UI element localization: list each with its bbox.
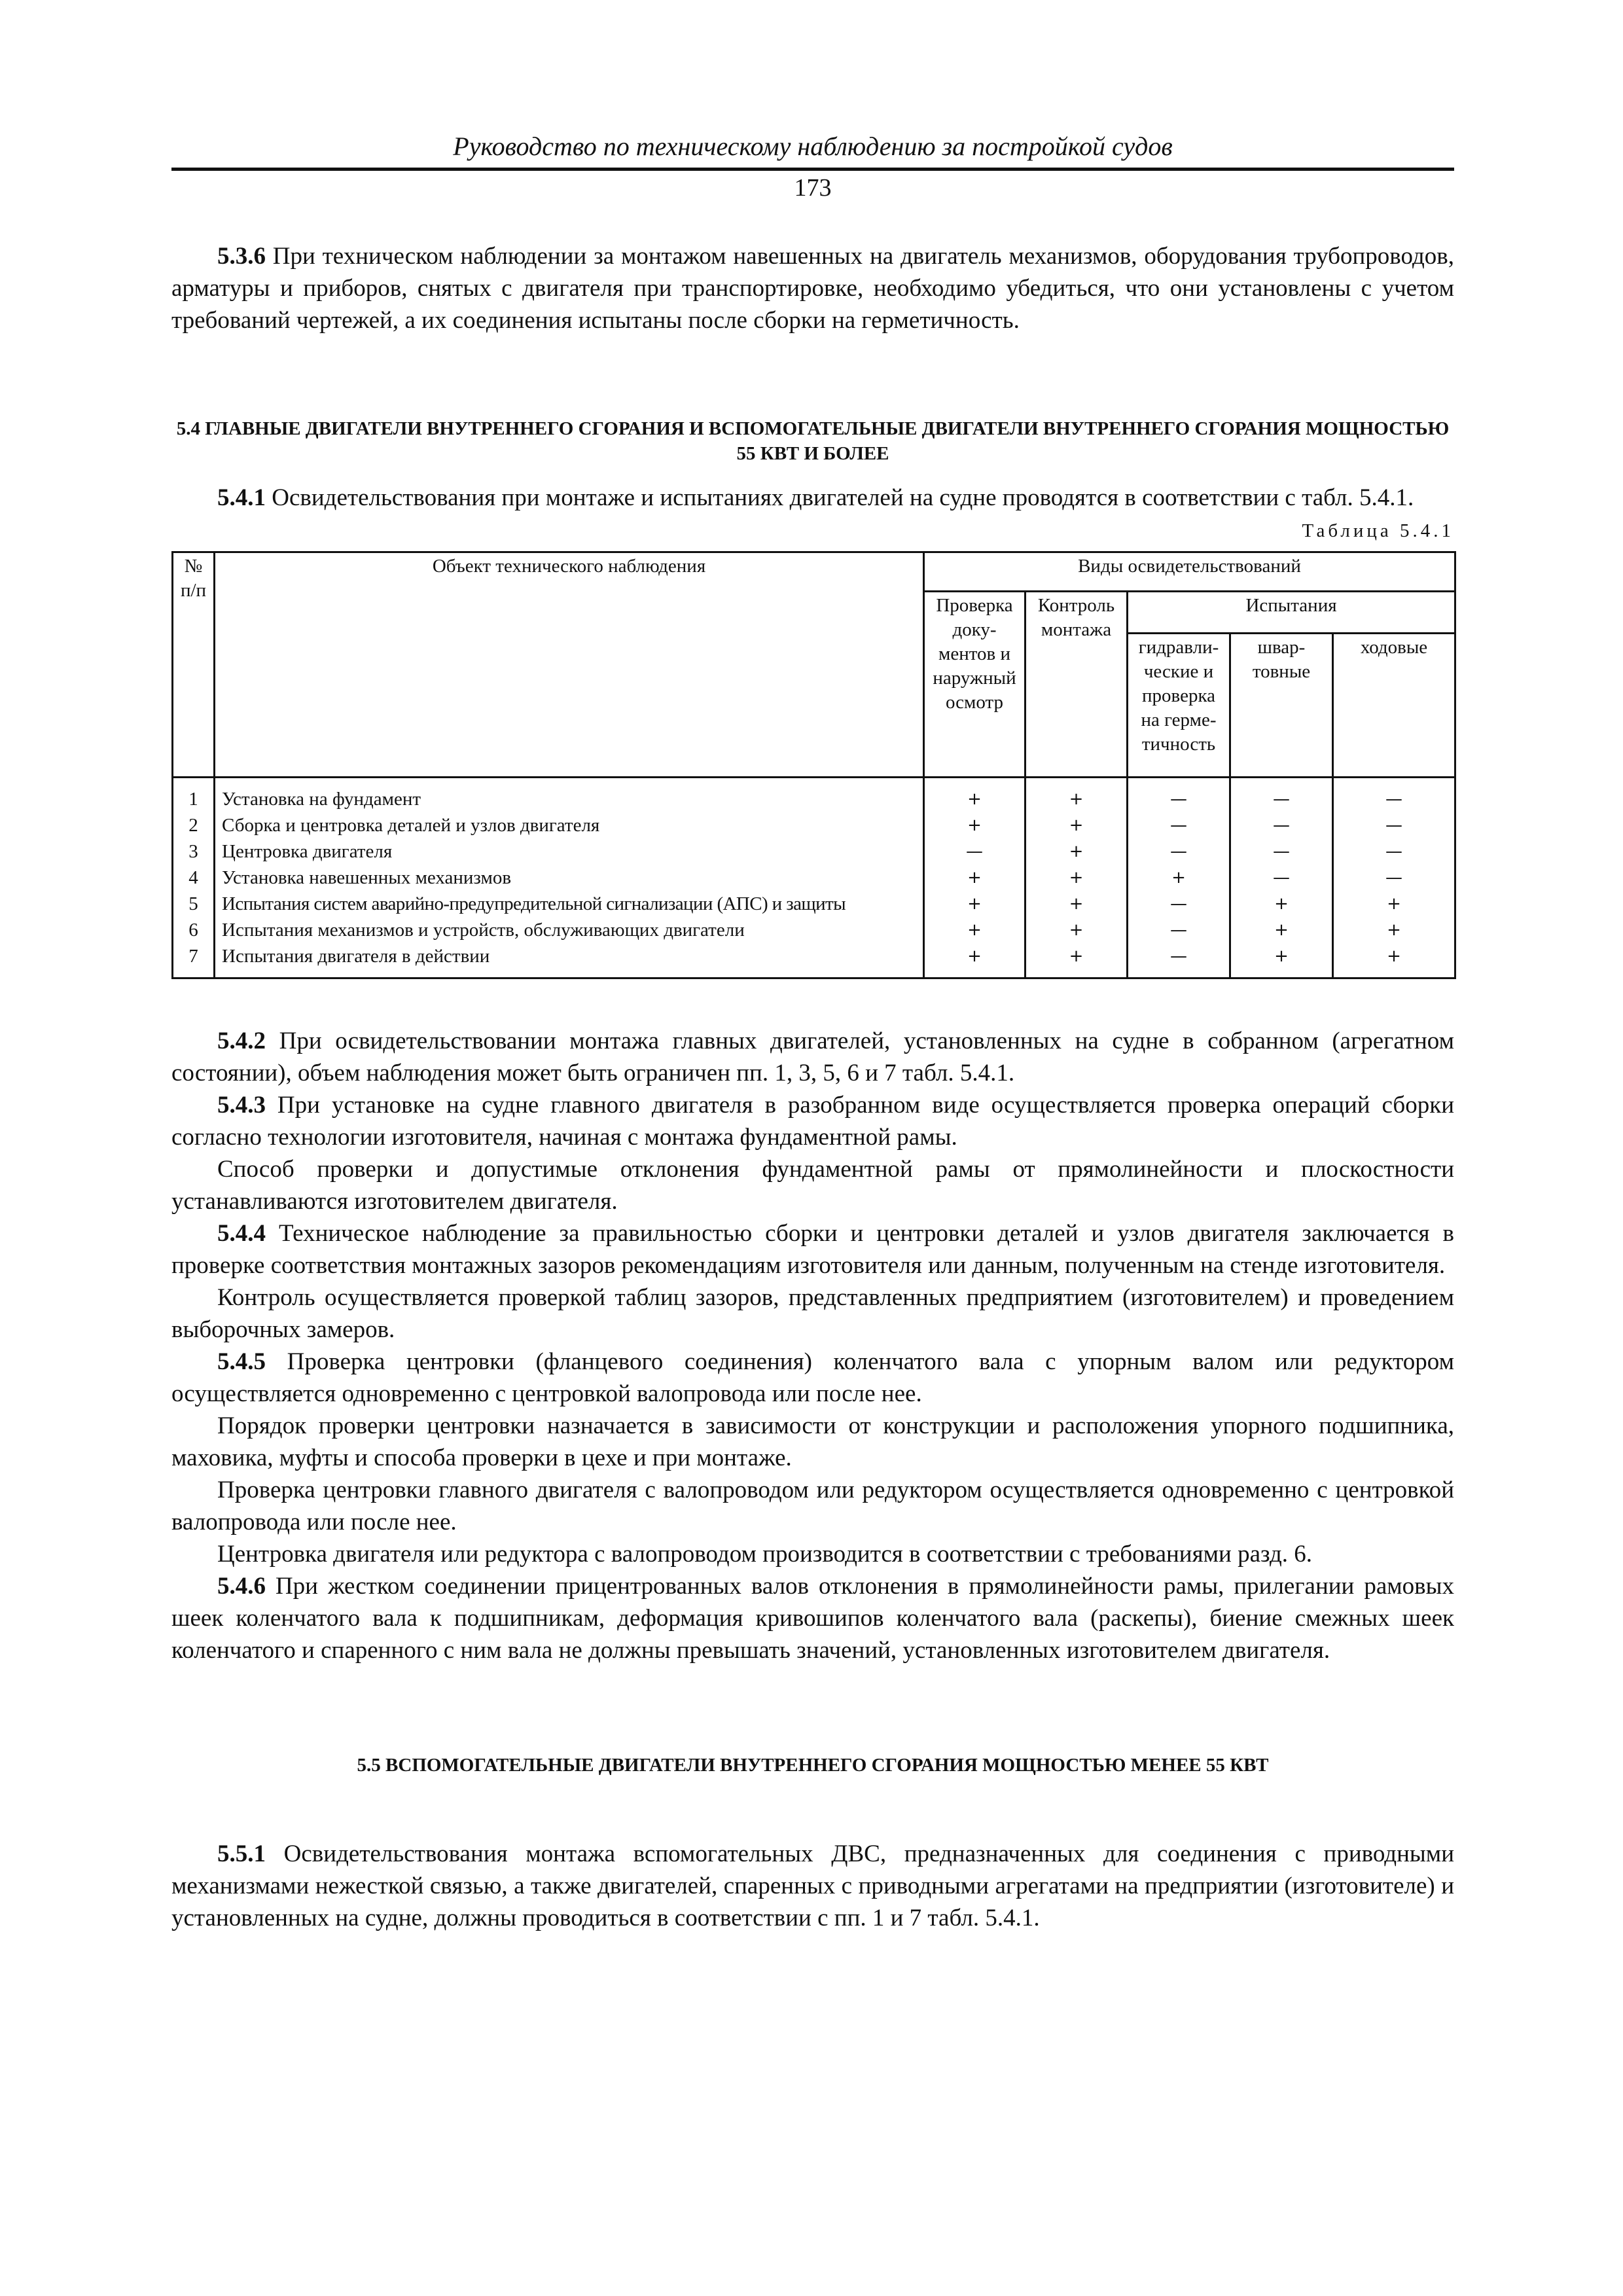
paragraph-text: При техническом наблюдении за монтажом навешенных на двигатель механизмов, оборудования трубопроводов, арматуры и приборов, снятых с двигателя при транспортировке, необходимо убедиться, что они установлены с учетом требований чертежей, а их соединения испытаны после сборки на герметичность. bbox=[171, 243, 1454, 334]
cell-document-check: + bbox=[924, 812, 1026, 838]
table-row bbox=[173, 943, 1455, 978]
col-header-sea-trials: ходовые bbox=[1333, 634, 1455, 778]
row-object: Испытания механизмов и устройств, обслуживающих двигатели bbox=[215, 917, 924, 943]
paragraph-5-4-5 bbox=[171, 1346, 1454, 1410]
cell-installation-control: + bbox=[1026, 812, 1128, 838]
paragraph-text: Техническое наблюдение за правильностью сборки и центровки деталей и узлов двигателя заключается в проверке соответствия монтажных зазоров рекомендациям изготовителя или данным, полученным на стенде изготовителя. bbox=[171, 1220, 1454, 1279]
table-row bbox=[173, 778, 1455, 813]
cell-hydraulic: — bbox=[1128, 838, 1230, 865]
paragraph-5-4-5-gearbox: Центровка двигателя или редуктора с валопроводом производится в соответствии с требованиями разд. 6. bbox=[217, 1541, 1313, 1568]
cell-hydraulic: — bbox=[1128, 891, 1230, 917]
clause-number: 5.4.6 bbox=[217, 1573, 266, 1600]
col-header-survey-types: Виды освидетельствований bbox=[924, 552, 1455, 592]
cell-mooring: — bbox=[1230, 778, 1333, 813]
col-header-mooring: швар-товные bbox=[1230, 634, 1333, 778]
cell-document-check: — bbox=[924, 838, 1026, 865]
row-number: 6 bbox=[173, 917, 215, 943]
paragraph-text: При освидетельствовании монтажа главных двигателей, установленных на судне в собранном (агрегатном состоянии), объем наблюдения может быть ограничен пп. 1, 3, 5, 6 и 7 табл. 5.4.1. bbox=[171, 1028, 1454, 1086]
section-title-5-5: 5.5 ВСПОМОГАТЕЛЬНЫЕ ДВИГАТЕЛИ ВНУТРЕННЕГО СГОРАНИЯ МОЩНОСТЬЮ МЕНЕЕ 55 КВТ bbox=[357, 1755, 1269, 1776]
survey-table bbox=[171, 551, 1456, 979]
cell-installation-control: + bbox=[1026, 917, 1128, 943]
clause-number: 5.4.3 bbox=[217, 1092, 266, 1119]
clause-number: 5.4.5 bbox=[217, 1348, 266, 1375]
cell-mooring: + bbox=[1230, 943, 1333, 978]
paragraph-5-4-4 bbox=[171, 1217, 1454, 1282]
paragraph-text: Освидетельствования монтажа вспомогательных ДВС, предназначенных для соединения с приводными механизмами нежесткой связью, а также двигателей, спаренных с приводными агрегатами на предприятии (изготовителе) и установленных на судне, должны проводиться в соответствии с пп. 1 и 7 табл. 5.4.1. bbox=[171, 1840, 1454, 1931]
cell-mooring: + bbox=[1230, 917, 1333, 943]
cell-hydraulic: — bbox=[1128, 812, 1230, 838]
table-row bbox=[173, 838, 1455, 865]
paragraph-5-4-5-main-engine: Проверка центровки главного двигателя с валопроводом или редуктором осуществляется одновременно с центровкой валопровода или после нее. bbox=[171, 1477, 1454, 1535]
clause-number: 5.4.2 bbox=[217, 1028, 266, 1054]
clause-number: 5.4.1 bbox=[217, 484, 266, 511]
cell-document-check: + bbox=[924, 917, 1026, 943]
cell-installation-control: + bbox=[1026, 838, 1128, 865]
section-title-5-4: 5.4 ГЛАВНЫЕ ДВИГАТЕЛИ ВНУТРЕННЕГО СГОРАНИЯ И ВСПОМОГАТЕЛЬНЫЕ ДВИГАТЕЛИ ВНУТРЕННЕГО СГОРАНИЯ МОЩНОСТЬЮ 55 КВТ И БОЛЕЕ bbox=[176, 418, 1450, 464]
paragraph-5-4-4-continued: Контроль осуществляется проверкой таблиц зазоров, представленных предприятием (изготовителем) и проведением выборочных замеров. bbox=[171, 1284, 1454, 1343]
cell-document-check: + bbox=[924, 891, 1026, 917]
cell-hydraulic: — bbox=[1128, 943, 1230, 978]
paragraph-5-3-6 bbox=[171, 240, 1454, 336]
cell-installation-control: + bbox=[1026, 943, 1128, 978]
row-object: Установка навешенных механизмов bbox=[215, 865, 924, 891]
cell-sea-trials: — bbox=[1333, 812, 1455, 838]
row-object: Сборка и центровка деталей и узлов двигателя bbox=[215, 812, 924, 838]
paragraph-5-5-1 bbox=[171, 1838, 1454, 1934]
cell-document-check: + bbox=[924, 943, 1026, 978]
running-header: Руководство по техническому наблюдению за постройкой судов bbox=[453, 132, 1173, 161]
cell-mooring: + bbox=[1230, 891, 1333, 917]
cell-installation-control: + bbox=[1026, 778, 1128, 813]
col-header-object: Объект технического наблюдения bbox=[215, 552, 924, 778]
row-object: Установка на фундамент bbox=[215, 778, 924, 813]
cell-mooring: — bbox=[1230, 838, 1333, 865]
row-number: 3 bbox=[173, 838, 215, 865]
cell-document-check: + bbox=[924, 778, 1026, 813]
row-number: 1 bbox=[173, 778, 215, 813]
clause-number: 5.3.6 bbox=[217, 243, 266, 270]
document-page bbox=[171, 131, 1454, 1934]
paragraph-5-4-3 bbox=[171, 1089, 1454, 1153]
row-object: Испытания систем аварийно-предупредительной сигнализации (АПС) и защиты bbox=[215, 891, 924, 917]
cell-sea-trials: — bbox=[1333, 838, 1455, 865]
col-header-tests: Испытания bbox=[1128, 592, 1455, 634]
paragraph-5-4-1 bbox=[171, 482, 1454, 514]
cell-document-check: + bbox=[924, 865, 1026, 891]
row-number: 7 bbox=[173, 943, 215, 978]
cell-installation-control: + bbox=[1026, 891, 1128, 917]
clause-number: 5.4.4 bbox=[217, 1220, 266, 1247]
col-header-hydraulic: гидравли-ческие и проверка на герме-тичность bbox=[1128, 634, 1230, 778]
col-header-document-check: Проверка доку-ментов и наружный осмотр bbox=[924, 592, 1026, 778]
paragraph-text: При установке на судне главного двигателя в разобранном виде осуществляется проверка операций сборки согласно технологии изготовителя, начиная с монтажа фундаментной рамы. bbox=[171, 1092, 1454, 1151]
col-header-number: № п/п bbox=[173, 552, 215, 778]
table-row bbox=[173, 891, 1455, 917]
cell-hydraulic: + bbox=[1128, 865, 1230, 891]
page-number: 173 bbox=[794, 174, 832, 202]
row-object: Испытания двигателя в действии bbox=[215, 943, 924, 978]
table-row bbox=[173, 812, 1455, 838]
cell-sea-trials: + bbox=[1333, 891, 1455, 917]
paragraph-5-4-5-order: Порядок проверки центровки назначается в зависимости от конструкции и расположения упорного подшипника, маховика, муфты и способа проверки в цехе и при монтаже. bbox=[171, 1412, 1454, 1471]
row-number: 4 bbox=[173, 865, 215, 891]
cell-installation-control: + bbox=[1026, 865, 1128, 891]
row-number: 5 bbox=[173, 891, 215, 917]
paragraph-text: Освидетельствования при монтаже и испытаниях двигателей на судне проводятся в соответствии с табл. 5.4.1. bbox=[266, 484, 1414, 511]
cell-mooring: — bbox=[1230, 865, 1333, 891]
cell-hydraulic: — bbox=[1128, 917, 1230, 943]
table-caption: Таблица 5.4.1 bbox=[1302, 520, 1454, 541]
paragraph-5-4-6 bbox=[171, 1570, 1454, 1666]
cell-hydraulic: — bbox=[1128, 778, 1230, 813]
cell-sea-trials: + bbox=[1333, 943, 1455, 978]
col-header-installation-control: Контроль монтажа bbox=[1026, 592, 1128, 778]
table-row bbox=[173, 917, 1455, 943]
paragraph-5-4-2 bbox=[171, 1025, 1454, 1089]
paragraph-text: При жестком соединении прицентрованных валов отклонения в прямолинейности рамы, прилегании рамовых шеек коленчатого вала к подшипникам, деформация кривошипов коленчатого вала (раскепы), биение смежных шеек коленчатого и спаренного с ним вала не должны превышать значений, установленных изготовителем двигателя. bbox=[171, 1573, 1454, 1664]
cell-sea-trials: + bbox=[1333, 917, 1455, 943]
row-number: 2 bbox=[173, 812, 215, 838]
paragraph-text: Проверка центровки (фланцевого соединения) коленчатого вала с упорным валом или редуктором осуществляется одновременно с центровкой валопровода или после нее. bbox=[171, 1348, 1454, 1407]
row-object: Центровка двигателя bbox=[215, 838, 924, 865]
clause-number: 5.5.1 bbox=[217, 1840, 266, 1867]
table-row bbox=[173, 865, 1455, 891]
cell-sea-trials: — bbox=[1333, 778, 1455, 813]
cell-sea-trials: — bbox=[1333, 865, 1455, 891]
paragraph-5-4-3-continued: Способ проверки и допустимые отклонения фундаментной рамы от прямолинейности и плоскостности устанавливаются изготовителем двигателя. bbox=[171, 1156, 1454, 1215]
cell-mooring: — bbox=[1230, 812, 1333, 838]
header-rule bbox=[171, 168, 1454, 171]
